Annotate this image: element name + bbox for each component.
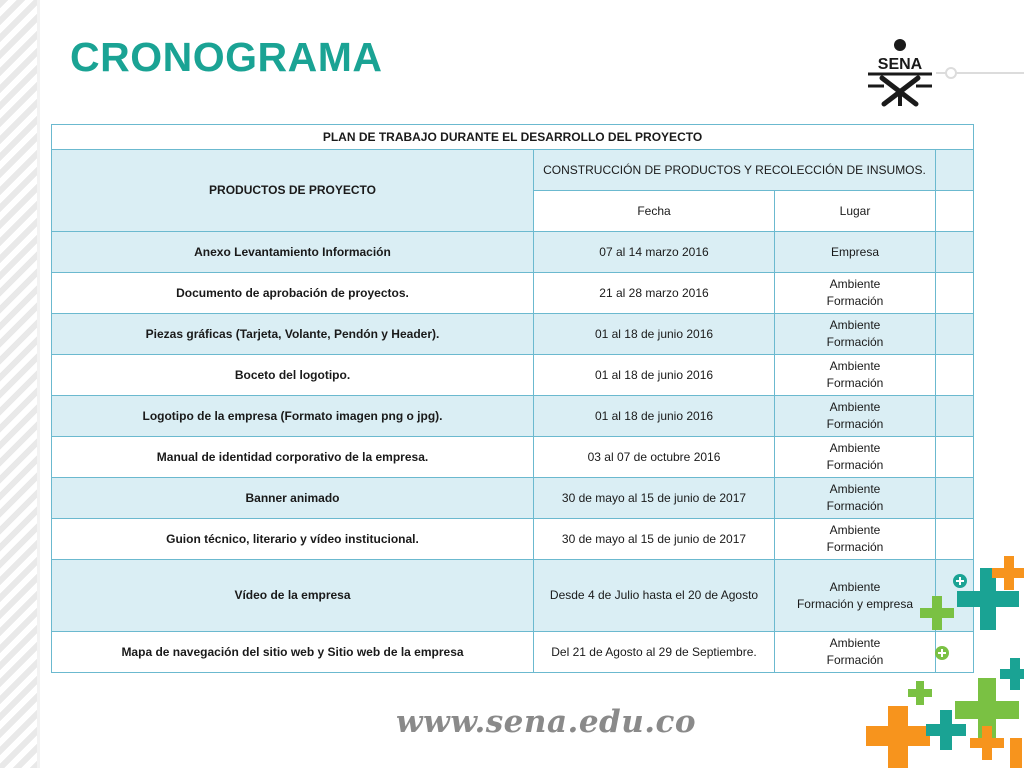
cross-orange-small	[970, 726, 1004, 760]
date-cell: 21 al 28 marzo 2016	[534, 273, 775, 314]
place-line-2: Formación y empresa	[796, 596, 914, 611]
place-line-1: Ambiente	[829, 277, 881, 291]
table-row	[52, 232, 974, 273]
table-row	[52, 632, 974, 673]
date-cell: 01 al 18 de junio 2016	[534, 355, 775, 396]
cross-green-circle	[935, 646, 949, 660]
date-header: Fecha	[534, 191, 775, 232]
table-row	[52, 273, 974, 314]
place-line-1: Ambiente	[829, 359, 881, 373]
date-cell: Del 21 de Agosto al 29 de Septiembre.	[534, 632, 775, 673]
logo-text: SENA	[877, 56, 923, 73]
place-line-2: Formación	[826, 499, 884, 513]
date-cell: Desde 4 de Julio hasta el 20 de Agosto	[534, 560, 775, 632]
place-line-1: Ambiente	[829, 523, 881, 537]
place-cell	[775, 273, 936, 314]
product-cell: Guion técnico, literario y vídeo institucional.	[52, 519, 534, 560]
place-cell	[775, 396, 936, 437]
page-title: CRONOGRAMA	[70, 34, 383, 80]
place-cell	[775, 232, 936, 273]
place-cell	[775, 478, 936, 519]
date-cell: 01 al 18 de junio 2016	[534, 314, 775, 355]
group-header: CONSTRUCCIÓN DE PRODUCTOS Y RECOLECCIÓN DE INSUMOS.	[534, 150, 936, 191]
table-row	[52, 355, 974, 396]
product-cell: Anexo Levantamiento Información	[52, 232, 534, 273]
place-line-2: Formación	[826, 540, 884, 554]
place-line-2: Formación	[826, 376, 884, 390]
cross-green	[920, 596, 954, 630]
place-cell	[775, 314, 936, 355]
place-line-2: Formación	[826, 335, 884, 349]
cross-teal-small	[953, 574, 967, 588]
cross-orange-right	[1010, 738, 1022, 768]
place-line-1: Empresa	[830, 244, 880, 259]
empty-cell	[936, 355, 974, 396]
table-row	[52, 396, 974, 437]
stripe-edge	[37, 0, 40, 768]
place-line-2: Formación	[826, 417, 884, 431]
empty-cell	[936, 232, 974, 273]
table-row	[52, 478, 974, 519]
empty-cell	[936, 273, 974, 314]
place-line-1: Ambiente	[829, 636, 881, 650]
products-header: PRODUCTOS DE PROYECTO	[52, 150, 534, 232]
place-line-2: Formación	[826, 294, 884, 308]
product-cell: Vídeo de la empresa	[52, 560, 534, 632]
place-line-1: Ambiente	[829, 400, 881, 414]
place-cell	[775, 437, 936, 478]
empty-cell	[936, 437, 974, 478]
cross-green-small	[908, 681, 932, 705]
date-cell: 30 de mayo al 15 de junio de 2017	[534, 478, 775, 519]
cross-orange	[992, 556, 1024, 590]
date-cell: 07 al 14 marzo 2016	[534, 232, 775, 273]
place-line-1: Ambiente	[829, 318, 881, 332]
place-line-2: Formación	[826, 458, 884, 472]
schedule-table	[51, 124, 974, 673]
place-line-1: Ambiente	[829, 441, 881, 455]
product-cell: Piezas gráficas (Tarjeta, Volante, Pendón y Header).	[52, 314, 534, 355]
table-row	[52, 314, 974, 355]
empty-cell	[936, 478, 974, 519]
date-cell: 01 al 18 de junio 2016	[534, 396, 775, 437]
cross-orange-large	[866, 706, 930, 768]
product-cell: Logotipo de la empresa (Formato imagen png o jpg).	[52, 396, 534, 437]
footer-url: www.sena.edu.co	[396, 704, 697, 740]
table-row	[52, 437, 974, 478]
empty-cell	[936, 314, 974, 355]
empty-cell	[936, 191, 974, 232]
cross-teal-right	[1000, 658, 1024, 690]
date-cell: 03 al 07 de octubre 2016	[534, 437, 775, 478]
sena-logo-icon	[864, 38, 936, 108]
decorative-stripe	[0, 0, 37, 768]
product-cell: Manual de identidad corporativo de la empresa.	[52, 437, 534, 478]
product-cell: Mapa de navegación del sitio web y Sitio web de la empresa	[52, 632, 534, 673]
product-cell: Boceto del logotipo.	[52, 355, 534, 396]
place-header: Lugar	[775, 191, 936, 232]
place-line-1: Ambiente	[829, 579, 881, 594]
table-row	[52, 519, 974, 560]
date-cell: 30 de mayo al 15 de junio de 2017	[534, 519, 775, 560]
product-cell: Documento de aprobación de proyectos.	[52, 273, 534, 314]
place-cell	[775, 355, 936, 396]
table-row	[52, 560, 974, 632]
decorative-crosses	[860, 548, 1024, 768]
product-cell: Banner animado	[52, 478, 534, 519]
table-caption: PLAN DE TRABAJO DURANTE EL DESARROLLO DEL PROYECTO	[52, 125, 974, 150]
place-line-2: Formación	[826, 653, 884, 667]
empty-cell	[936, 150, 974, 191]
logo-divider-circle	[945, 67, 957, 79]
empty-cell	[936, 396, 974, 437]
place-line-1: Ambiente	[829, 482, 881, 496]
